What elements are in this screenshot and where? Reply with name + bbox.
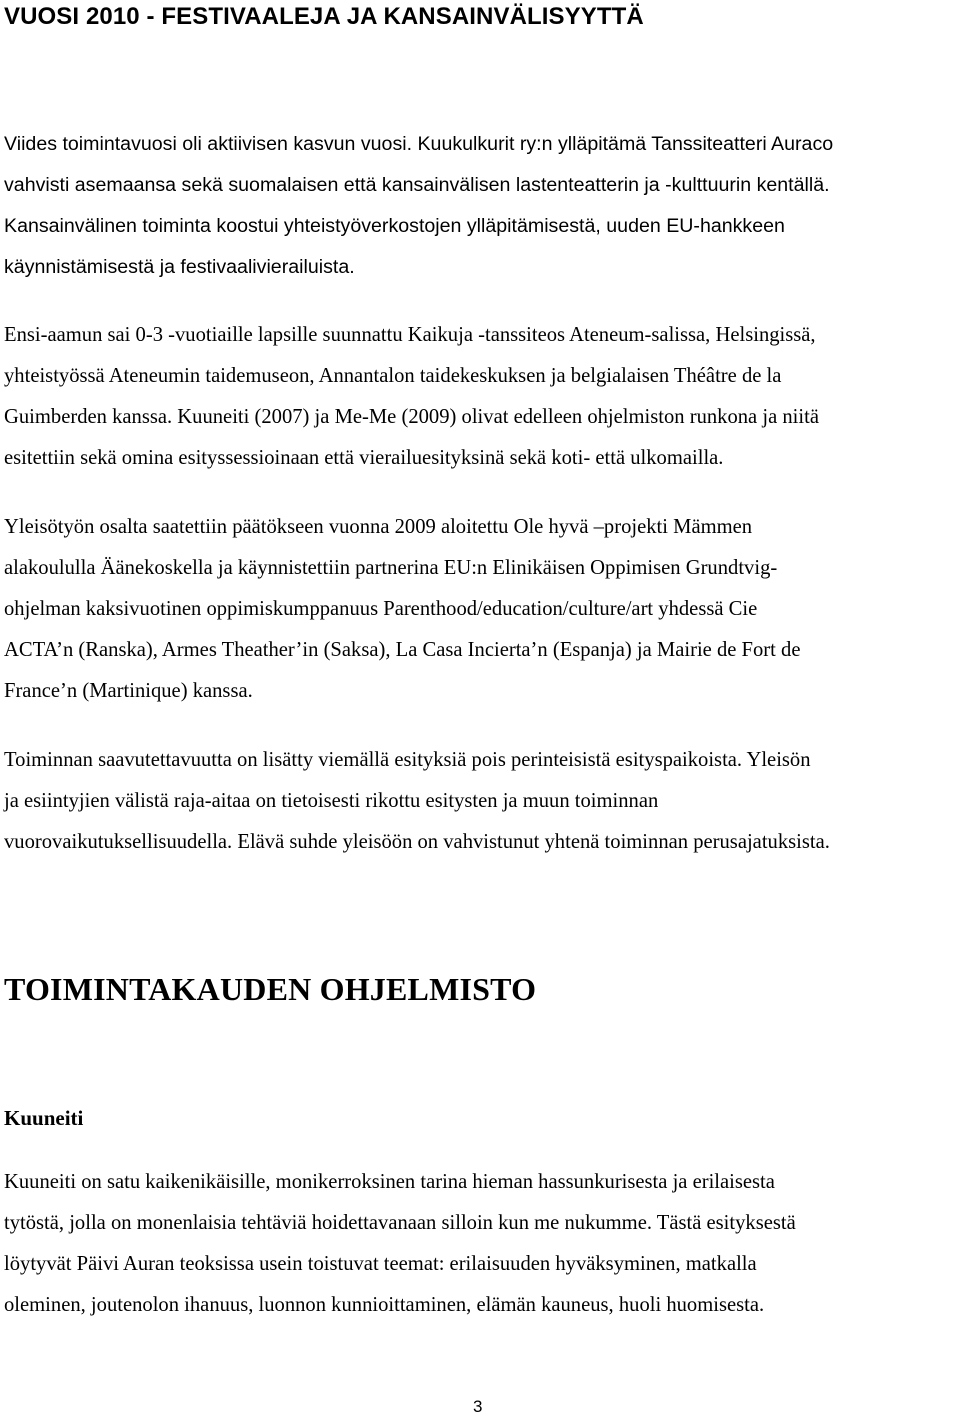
intro-paragraph bbox=[4, 124, 959, 288]
subsection-heading: Kuuneiti bbox=[4, 1106, 84, 1130]
kuuneiti-paragraph bbox=[4, 1162, 959, 1326]
text-line: ohjelman kaksivuotinen oppimiskumppanuus Parenthood/education/culture/art yhdessä Cie bbox=[4, 598, 758, 620]
text-line: Toiminnan saavutettavuutta on lisätty viemällä esityksiä pois perinteisistä esityspaikoista. Yleisön bbox=[4, 749, 811, 771]
text-line: tytöstä, jolla on monenlaisia tehtäviä hoidettavanaan silloin kun me nukumme. Tästä esityksestä bbox=[4, 1212, 796, 1234]
text-line: vuorovaikutuksellisuudella. Elävä suhde yleisöön on vahvistunut yhtenä toiminnan perusajatuksista. bbox=[4, 831, 830, 853]
text-line: ACTA’n (Ranska), Armes Theather’in (Saksa), La Casa Incierta’n (Espanja) ja Mairie de Fort de bbox=[4, 639, 801, 661]
text-line: ja esiintyjien välistä raja-aitaa on tietoisesti rikottu esitysten ja muun toiminnan bbox=[4, 790, 659, 812]
page-number: 3 bbox=[473, 1397, 483, 1416]
page-title: VUOSI 2010 - FESTIVAALEJA JA KANSAINVÄLISYYTTÄ bbox=[4, 3, 644, 30]
accessibility-paragraph bbox=[4, 740, 959, 863]
text-line: France’n (Martinique) kanssa. bbox=[4, 680, 253, 702]
text-line: oleminen, joutenolon ihanuus, luonnon kunnioittaminen, elämän kauneus, huoli huomisesta. bbox=[4, 1294, 765, 1316]
text-line: Yleisötyön osalta saatettiin päätökseen vuonna 2009 aloitettu Ole hyvä –projekti Mämmen bbox=[4, 516, 753, 538]
text-line: Kansainvälinen toiminta koostui yhteistyöverkostojen ylläpitämisestä, uuden EU-hankkeen bbox=[4, 215, 785, 237]
text-line: Kuuneiti on satu kaikenikäisille, monikerroksinen tarina hieman hassunkurisesta ja erilaisesta bbox=[4, 1171, 775, 1193]
text-line: yhteistyössä Ateneumin taidemuseon, Annantalon taidekeskuksen ja belgialaisen Théâtre de la bbox=[4, 365, 782, 387]
text-line: vahvisti asemaansa sekä suomalaisen että kansainvälisen lastenteatterin ja -kulttuurin kentällä. bbox=[4, 174, 830, 196]
text-line: Ensi-aamun sai 0-3 -vuotiaille lapsille suunnattu Kaikuja -tanssiteos Ateneum-salissa, Helsingissä, bbox=[4, 324, 816, 346]
text-line: esitettiin sekä omina esityssessioinaan että vierailuesityksinä sekä koti- että ulkomailla. bbox=[4, 447, 724, 469]
premiere-paragraph bbox=[4, 315, 959, 479]
text-line: löytyvät Päivi Auran teoksissa usein toistuvat teemat: erilaisuuden hyväksyminen, matkalla bbox=[4, 1253, 757, 1275]
text-line: Guimberden kanssa. Kuuneiti (2007) ja Me-Me (2009) olivat edelleen ohjelmiston runkona ja niitä bbox=[4, 406, 819, 428]
audience-work-paragraph bbox=[4, 507, 959, 712]
text-line: alakoululla Äänekoskella ja käynnistettiin partnerina EU:n Elinikäisen Oppimisen Grundtvig- bbox=[4, 557, 778, 579]
text-line: Viides toimintavuosi oli aktiivisen kasvun vuosi. Kuukulkurit ry:n ylläpitämä Tanssiteatteri Auraco bbox=[4, 133, 834, 155]
section-heading: TOIMINTAKAUDEN OHJELMISTO bbox=[4, 971, 537, 1007]
text-line: käynnistämisestä ja festivaalivierailuista. bbox=[4, 256, 355, 278]
